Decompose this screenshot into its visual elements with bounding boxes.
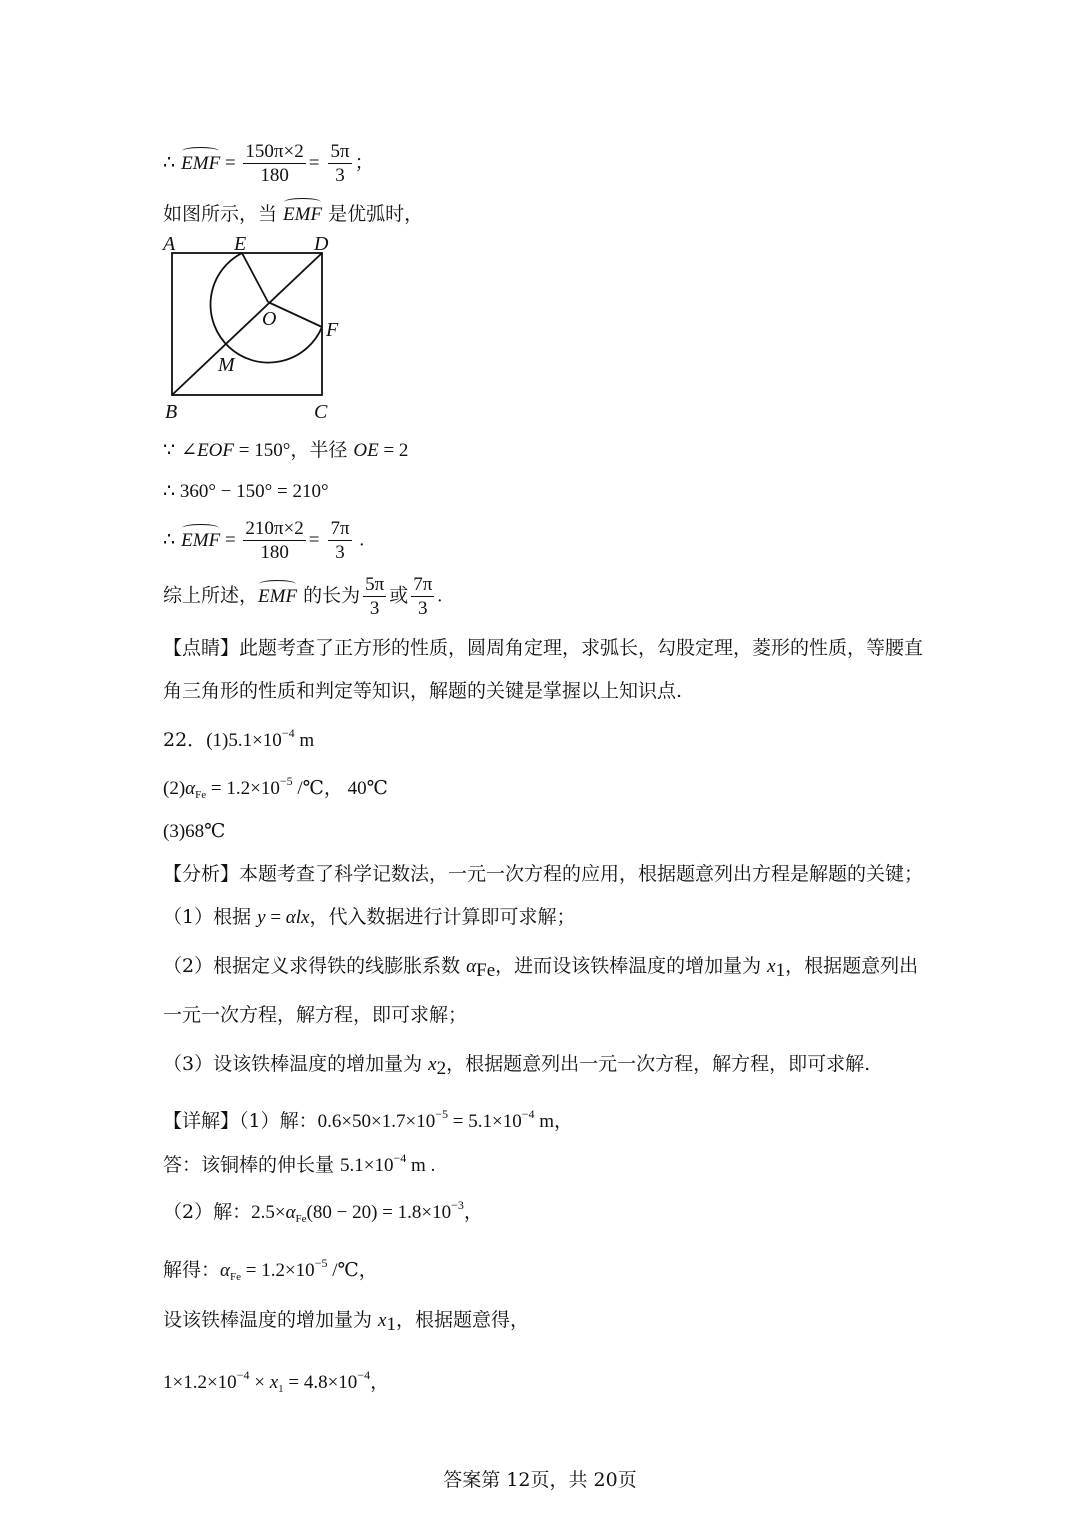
line-q22-answer-1: 22．$(1)5.1\times 10^{-4}$ m [163,726,315,751]
diagonal-bd [172,253,322,395]
line-analysis-2b: 一元一次方程，解方程，即可求解； [163,1004,468,1026]
label-b: B [165,401,178,423]
line-summary: 综上所述，EMF 的长为 $\frac{5\pi}{3}$ 或 $\frac{7\pi}{3}$ . [163,574,443,619]
line-analysis: 【分析】本题考查了科学记数法，一元一次方程的应用，根据题意列出方程是解题的关键； [163,863,924,885]
line-dianjing-2: 角三角形的性质和判定等知识，解题的关键是掌握以上知识点. [163,680,683,702]
line-arc-length-case2: ∴ EMF = $\frac{210\pi\times 2}{180}$ = $\frac{7\pi}{3}$ . [163,518,365,563]
label-c: C [314,401,328,423]
label-o: O [262,308,277,330]
page-footer: 答案第 12页，共 20页 [443,1469,637,1491]
line-dianjing-1: 【点睛】此题考查了正方形的性质，圆周角定理，求弧长，勾股定理，菱形的性质，等腰直 [163,637,924,659]
label-a: A [163,233,176,255]
line-detail-set-x1: 设该铁棒温度的增加量为 $x_1$，根据题意得， [163,1309,529,1335]
line-detail-1: 【详解】（1）解：$0.6\times 50\times 1.7\times 10^{-5} = 5.1\times 10^{-4}$ m， [163,1107,574,1132]
label-d: D [314,233,329,255]
geometry-figure [160,232,350,427]
line-analysis-3: （3）设该铁棒温度的增加量为 $x_2$，根据题意列出一元一次方程，解方程，即可求解. [163,1053,871,1079]
label-f: F [326,319,339,341]
line-analysis-1: （1）根据 y = αlx，代入数据进行计算即可求解； [163,906,576,928]
label-e: E [234,233,247,255]
line-arc-length-case1: ∴ EMF = $\frac{150\pi\times 2}{180}$ = $\frac{5\pi}{3}$ ； [163,141,374,186]
line-q22-answer-3: (3)68℃ [163,821,226,842]
line-detail-solve: 解得：$\alpha_{Fe} = 1.2\times 10^{-5}$ /℃， [163,1256,378,1283]
line-detail-2: （2）解：$2.5\times\alpha_{Fe}(80 - 20) = 1.8\times 10^{-3}$， [163,1198,483,1225]
line-analysis-2a: （2）根据定义求得铁的线膨胀系数 $\alpha_{Fe}$，进而设该铁棒温度的增加量为 $x_1$，根据题意列出 [163,955,919,981]
line-angle-subtraction: ∴ 360° − 150° = 210° [163,481,329,502]
radius-oe [242,253,268,302]
line-angle-given: ∵ ∠EOF = 150°，半径 OE = 2 [163,439,409,461]
line-major-arc-intro: 如图所示，当 EMF 是优弧时， [163,198,423,228]
label-m: M [218,354,235,376]
line-detail-equation: $1\times 1.2\times 10^{-4} \times x_1 = 4.8\times 10^{-4}$， [163,1368,390,1395]
line-q22-answer-2: $(2)\alpha_{Fe} = 1.2\times 10^{-5}$ /℃， 40℃ [163,774,388,801]
line-detail-answer: 答：该铜棒的伸长量 $5.1\times 10^{-4}$ m . [163,1151,436,1176]
